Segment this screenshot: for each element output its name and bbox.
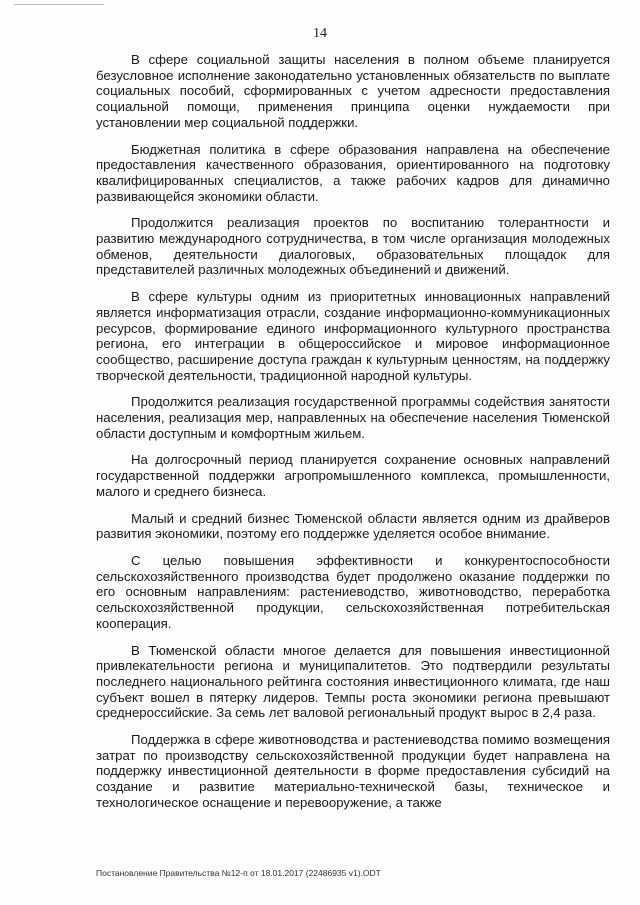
paragraph-social-protection: В сфере социальной защиты населения в полном объеме планируется безусловное исполнение законодательно установленных обязательств по выплате социальных пособий, сформированных с учетом адресности предоставления социальной помощи, применения принципа оценки нуждаемости при установлении мер социальной поддержки. (96, 52, 610, 130)
paragraph-livestock-crops: Поддержка в сфере животноводства и растениеводства помимо возмещения затрат по производству сельскохозяйственной продукции будет направлена на поддержку инвестиционной деятельности в форме предоставления субсидий на создание и развитие материально-технической базы, техническое и технологическое оснащение и перевооружение, а также (96, 732, 610, 810)
page-number: 14 (313, 26, 327, 41)
paragraph-culture: В сфере культуры одним из приоритетных инновационных направлений является информатизация отрасли, создание информационно-коммуникационных ресурсов, формирование единого информационного культурного пространства региона, его интеграции в общероссийское и мировое информационное сообщество, расширение доступа граждан к культурным ценностям, на поддержку творческой деятельности, традиционной народной культуры. (96, 289, 610, 383)
paragraph-education: Бюджетная политика в сфере образования направлена на обеспечение предоставления качественного образования, ориентированного на подготовку квалифицированных специалистов, а также рабочих кадров для динамично развивающейся экономики области. (96, 141, 610, 204)
document-footer: Постановление Правительства №12-п от 18.01.2017 (22486935 v1).ODT (96, 868, 381, 878)
document-body (96, 52, 610, 822)
paragraph-investment: В Тюменской области многое делается для повышения инвестиционной привлекательности региона и муниципалитетов. Это подтвердили результаты последнего национального рейтинга состояния инвестиционного климата, где наш субъект вошел в пятерку лидеров. Темпы роста экономики региона превышают среднероссийские. За семь лет валовой региональный продукт вырос в 2,4 раза. (96, 642, 610, 721)
paragraph-youth-tolerance: Продолжится реализация проектов по воспитанию толерантности и развитию международного сотрудничества, в том числе организация молодежных обменов, деятельности диалоговых, образовательных площадок для представителей различных молодежных объединений и движений. (96, 215, 610, 278)
paragraph-agriculture: С целью повышения эффективности и конкурентоспособности сельскохозяйственного производства будет продолжено оказание поддержки по его основным направлениям: растениеводство, животноводство, переработка сельскохозяйственной продукции, сельскохозяйственная потребительская кооперация. (96, 552, 610, 631)
paragraph-state-support: На долгосрочный период планируется сохранение основных направлений государственной поддержки агропромышленного комплекса, промышленности, малого и среднего бизнеса. (96, 452, 610, 499)
paragraph-small-business: Малый и средний бизнес Тюменской области является одним из драйверов развития экономики, поэтому его поддержке уделяется особое внимание. (96, 510, 610, 542)
scan-edge-mark (14, 0, 104, 5)
paragraph-employment-housing: Продолжится реализация государственной программы содействия занятости населения, реализация мер, направленных на обеспечение населения Тюменской области доступным и комфортным жильем. (96, 394, 610, 441)
